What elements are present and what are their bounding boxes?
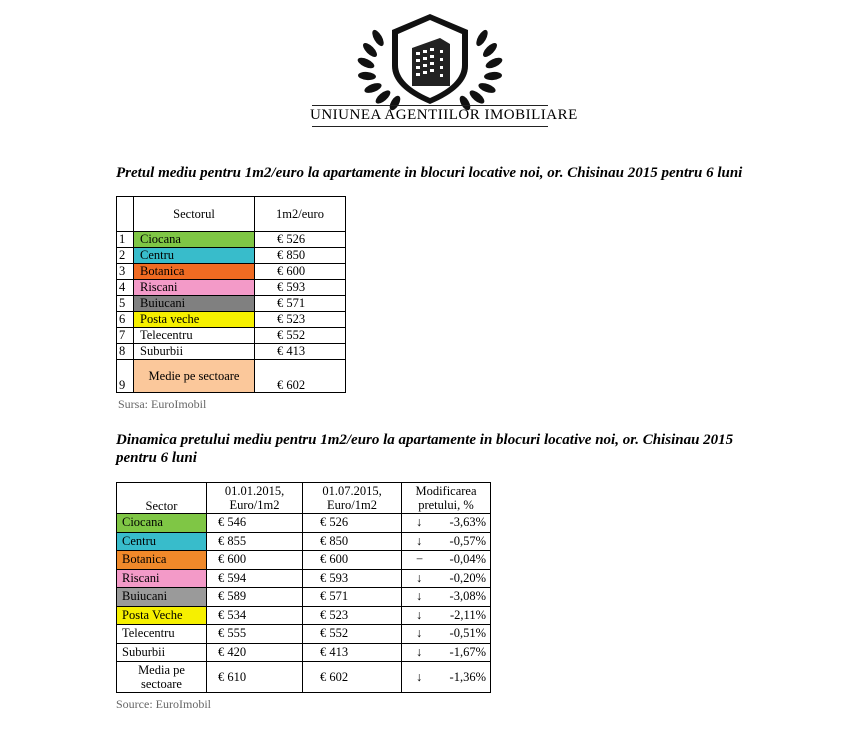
change-cell (402, 569, 491, 588)
table-row (117, 344, 346, 360)
row-num: 1 (117, 232, 134, 248)
sector-cell: Riscani (134, 280, 255, 296)
jan-price-cell: € 855 (207, 532, 303, 551)
change-cell (402, 551, 491, 570)
table-header-row (117, 197, 346, 232)
table-row (117, 588, 491, 607)
sector-cell: Centru (134, 248, 255, 264)
sector-cell: Ciocana (134, 232, 255, 248)
header-sector: Sector (117, 483, 207, 514)
change-value: -0,51% (449, 626, 486, 641)
change-value: -0,57% (449, 533, 486, 548)
table-row (117, 551, 491, 570)
arrow-down-icon: ↓ (416, 607, 423, 622)
table1-source: Sursa: EuroImobil (118, 397, 207, 411)
sector-cell: Media pe sectoare (117, 662, 207, 693)
sector-cell: Suburbii (134, 344, 255, 360)
sector-cell: Riscani (117, 569, 207, 588)
price-table (116, 196, 346, 393)
row-num: 5 (117, 296, 134, 312)
row-num: 2 (117, 248, 134, 264)
jul-price-cell: € 526 (303, 514, 402, 533)
price-cell: € 523 (255, 312, 346, 328)
jan-price-cell: € 555 (207, 625, 303, 644)
header-num (117, 197, 134, 232)
table-row (117, 532, 491, 551)
change-value: -1,67% (449, 644, 486, 659)
table-row (117, 312, 346, 328)
change-value: -1,36% (449, 670, 486, 684)
arrow-down-icon: ↓ (416, 644, 423, 659)
change-cell (402, 625, 491, 644)
price-cell: € 602 (255, 360, 346, 393)
jan-price-cell: € 420 (207, 643, 303, 662)
table2-title: Dinamica pretului mediu pentru 1m2/euro la apartamente in blocuri locative noi, or. Chisinau 2015 pentru 6 luni (116, 432, 734, 466)
change-value: -0,04% (449, 552, 486, 567)
price-cell: € 600 (255, 264, 346, 280)
table-row (117, 643, 491, 662)
price-cell: € 552 (255, 328, 346, 344)
sector-cell: Botanica (117, 551, 207, 570)
sector-cell: Telecentru (134, 328, 255, 344)
change-cell (402, 514, 491, 533)
jul-price-cell: € 571 (303, 588, 402, 607)
sector-cell: Ciocana (117, 514, 207, 533)
price-cell: € 850 (255, 248, 346, 264)
jul-price-cell: € 593 (303, 569, 402, 588)
row-num: 8 (117, 344, 134, 360)
arrow-down-icon: ↓ (416, 670, 423, 684)
header-jul: 01.07.2015, Euro/1m2 (303, 483, 402, 514)
row-num: 7 (117, 328, 134, 344)
jul-price-cell: € 523 (303, 606, 402, 625)
sector-cell: Botanica (134, 264, 255, 280)
table-row (117, 248, 346, 264)
change-cell (402, 643, 491, 662)
row-num: 9 (117, 360, 134, 393)
row-num: 3 (117, 264, 134, 280)
change-value: -0,20% (449, 570, 486, 585)
row-num: 6 (117, 312, 134, 328)
logo-text: UNIUNEA AGENTIILOR IMOBILIARE (310, 107, 578, 123)
table-header-row (117, 483, 491, 514)
header-change: Modificarea pretului, % (402, 483, 491, 514)
change-cell (402, 606, 491, 625)
price-cell: € 413 (255, 344, 346, 360)
sector-cell: Suburbii (117, 643, 207, 662)
change-value: -3,08% (449, 589, 486, 604)
table2-source: Source: EuroImobil (116, 697, 211, 711)
sector-cell: Posta Veche (117, 606, 207, 625)
table-row-average (117, 360, 346, 393)
table-row (117, 296, 346, 312)
table-row-average (117, 662, 491, 693)
change-value: -2,11% (450, 607, 486, 622)
header-sector: Sectorul (134, 197, 255, 232)
sector-cell: Posta veche (134, 312, 255, 328)
arrow-down-icon: ↓ (416, 626, 423, 641)
sector-cell: Medie pe sectoare (134, 360, 255, 393)
table-row (117, 514, 491, 533)
sector-cell: Buiucani (134, 296, 255, 312)
arrow-down-icon: ↓ (416, 589, 423, 604)
price-dynamics-table (116, 482, 491, 693)
row-num: 4 (117, 280, 134, 296)
sector-cell: Centru (117, 532, 207, 551)
logo-rule-top (312, 105, 548, 106)
header-price: 1m2/euro (255, 197, 346, 232)
arrow-down-icon: ↓ (416, 515, 423, 530)
jan-price-cell: € 610 (207, 662, 303, 693)
jul-price-cell: € 850 (303, 532, 402, 551)
sector-cell: Telecentru (117, 625, 207, 644)
table-row (117, 232, 346, 248)
dash-icon: − (416, 552, 424, 567)
change-cell (402, 662, 491, 693)
jan-price-cell: € 600 (207, 551, 303, 570)
price-cell: € 526 (255, 232, 346, 248)
jul-price-cell: € 600 (303, 551, 402, 570)
table-row (117, 606, 491, 625)
change-value: -3,63% (449, 515, 486, 530)
table-row (117, 625, 491, 644)
price-cell: € 571 (255, 296, 346, 312)
table-row (117, 280, 346, 296)
jan-price-cell: € 594 (207, 569, 303, 588)
jan-price-cell: € 534 (207, 606, 303, 625)
table1-title: Pretul mediu pentru 1m2/euro la apartamente in blocuri locative noi, or. Chisinau 2015 pentru 6 luni (116, 165, 743, 181)
logo-rule-bottom (312, 126, 548, 127)
jan-price-cell: € 546 (207, 514, 303, 533)
arrow-down-icon: ↓ (416, 570, 423, 585)
sector-cell: Buiucani (117, 588, 207, 607)
jul-price-cell: € 552 (303, 625, 402, 644)
table-row (117, 328, 346, 344)
jul-price-cell: € 413 (303, 643, 402, 662)
table-row (117, 569, 491, 588)
change-cell (402, 588, 491, 607)
jul-price-cell: € 602 (303, 662, 402, 693)
jan-price-cell: € 589 (207, 588, 303, 607)
table-row (117, 264, 346, 280)
header-jan: 01.01.2015, Euro/1m2 (207, 483, 303, 514)
price-cell: € 593 (255, 280, 346, 296)
change-cell (402, 532, 491, 551)
arrow-down-icon: ↓ (416, 533, 423, 548)
